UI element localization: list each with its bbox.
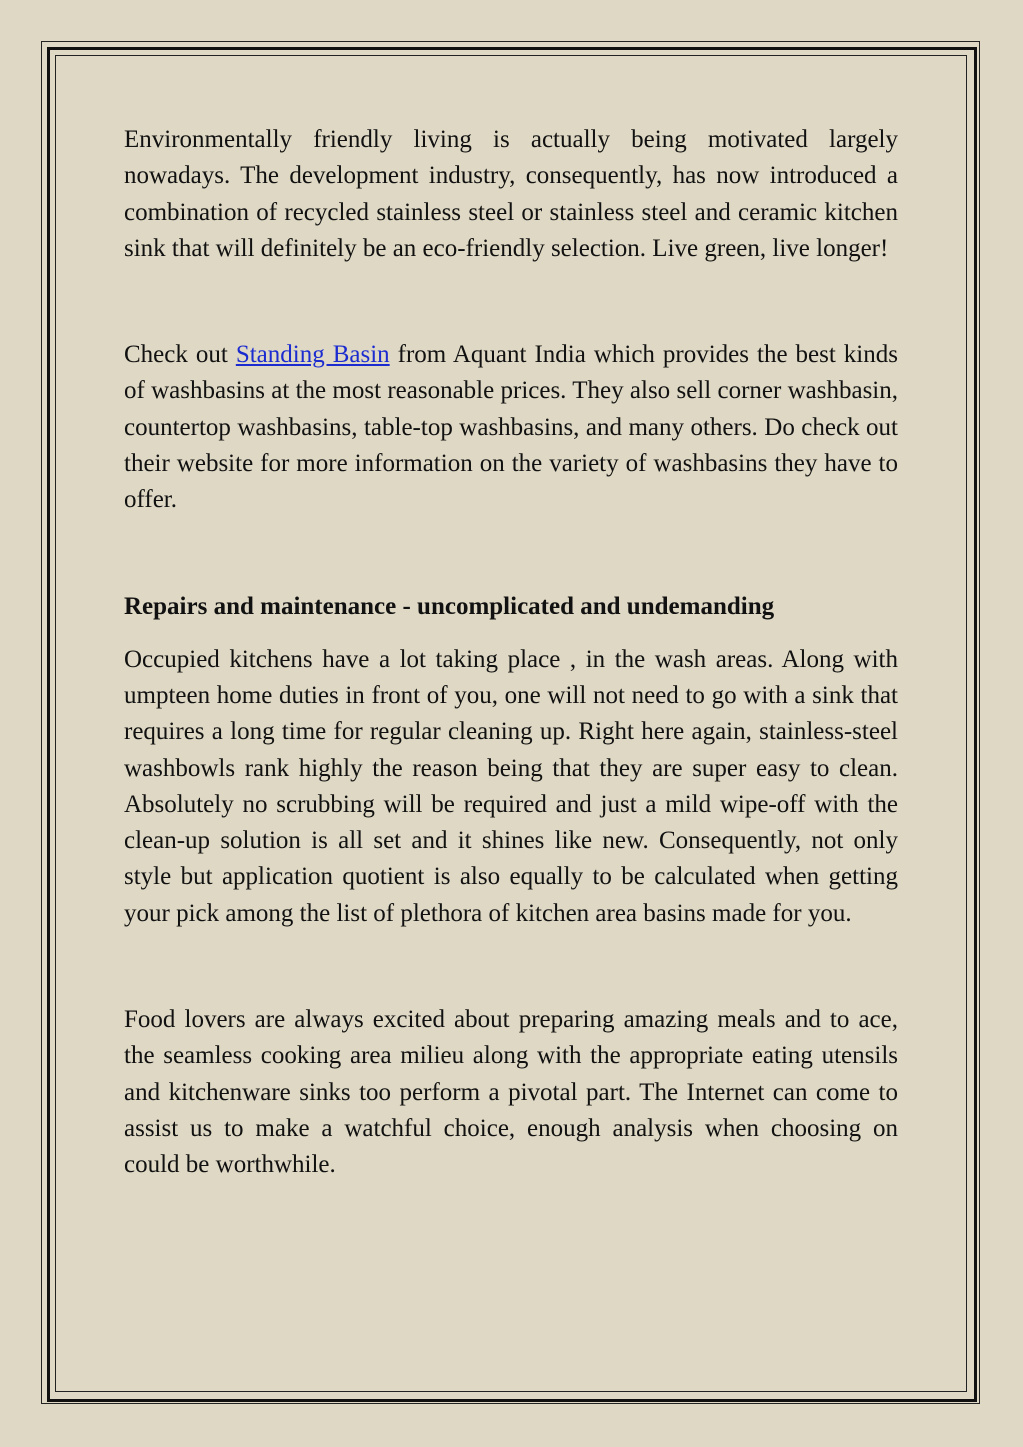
section-heading-repairs: Repairs and maintenance - uncomplicated and undemanding bbox=[124, 592, 775, 620]
paragraph-maintenance: Occupied kitchens have a lot taking place , in the wash areas. Along with umpteen home duties in front of you, one will not need to go with a sink that requires a long time for regular cleaning up. Right here again, stainless-steel washbowls rank highly the reason being that they are super easy to clean. Absolutely no scrubbing will be required and just a mild wipe-off with the clean-up solution is all set and it shines like new. Consequently, not only style but application quotient is also equally to be calculated when getting your pick among the list of plethora of kitchen area basins made for you. bbox=[124, 645, 898, 927]
paragraph-standing-basin bbox=[124, 337, 898, 518]
paragraph-text-before-link: Check out bbox=[124, 341, 236, 369]
paragraph-text-after-link: from Aquant India which provides the best kinds of washbasins at the most reasonable prices. They also sell corner washbasin, countertop washbasins, table-top washbasins, and many others. Do check out their website for more information on the variety of washbasins they have to offer. bbox=[124, 341, 898, 514]
paragraph-food-lovers: Food lovers are always excited about preparing amazing meals and to ace, the seamless cooking area milieu along with the appropriate eating utensils and kitchenware sinks too perform a pivotal part. The Internet can come to assist us to make a watchful choice, enough analysis when choosing on could be worthwhile. bbox=[124, 1006, 898, 1179]
paragraph-eco-friendly: Environmentally friendly living is actually being motivated largely nowadays. The development industry, consequently, has now introduced a combination of recycled stainless steel or stainless steel and ceramic kitchen sink that will definitely be an eco-friendly selection. Live green, live longer! bbox=[124, 126, 898, 262]
document-body bbox=[124, 120, 898, 1184]
standing-basin-link[interactable]: Standing Basin bbox=[235, 341, 390, 369]
